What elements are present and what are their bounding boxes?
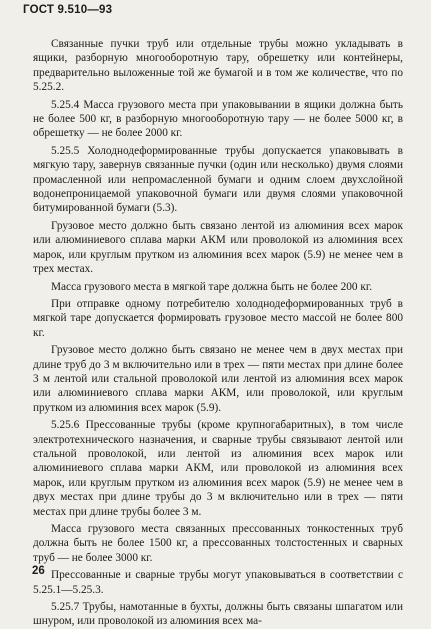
paragraph: 5.25.4 Масса грузового места при упаковывании в ящики должна быть не более 500 кг, в разборную многооборотную тару — не более 5000 кг, в обрешетку — не более 2000 кг. <box>33 98 403 140</box>
paragraph: 5.25.6 Прессованные трубы (кроме крупногабаритных), в том числе электротехнического назначения, и сварные трубы связывают лентой или стальной проволокой, или лентой из алюминия всех марок или алюминиевого сплава марки АКМ, или проволокой из алюминия всех марок, или круглым прутком из алюминия всех марок (5.9) не менее чем в двух местах при длине трубы до 3 м включительно или в трех — пяти местах при длине трубы более 3 м. <box>33 419 403 518</box>
page-number: 26 <box>32 565 45 577</box>
paragraph: 5.25.7 Трубы, намотанные в бухты, должны быть связаны шпагатом или шнуром, или проволокой из алюминия всех ма- <box>33 601 403 628</box>
document-header: ГОСТ 9.510—93 <box>23 4 113 16</box>
paragraph: При отправке одному потребителю холоднодеформированных труб в мягкой таре допускается формировать грузовое место массой не более 800 кг. <box>33 297 403 339</box>
paragraph: 5.25.5 Холоднодеформированные трубы допускается упаковывать в мягкую тару, завернув связанные пучки (один или несколько) двумя слоями промасленной или непромасленной бумаги и одним слоем двухслойной водонепроницаемой упаковочной бумаги или двумя слоями упаковочной битумированной бумаги (5.3). <box>33 144 403 215</box>
paragraph: Масса грузового места в мягкой таре должна быть не более 200 кг. <box>51 280 373 293</box>
paragraph: Масса грузового места связанных прессованных тонкостенных труб должна быть не более 1500 кг, а прессованных толстостенных и сварных труб — не более 3000 кг. <box>33 523 403 564</box>
paragraph: Связанные пучки труб или отдельные трубы можно укладывать в ящики, разборную многооборотную тару, обрешетку или контейнеры, предварительно выложенные той же бумагой и в том же количестве, что по 5.25.2. <box>33 38 403 94</box>
paragraph: Прессованные и сварные трубы могут упаковываться в соответствии с 5.25.1—5.25.3. <box>33 569 403 596</box>
paragraph: Грузовое место должно быть связано лентой из алюминия всех марок или алюминиевого сплава марки АКМ или проволокой из алюминия всех марок, или круглым прутком из алюминия всех марок (5.9) не менее чем в трех местах. <box>33 219 403 276</box>
paragraph: Грузовое место должно быть связано не менее чем в двух местах при длине труб до 3 м включительно или в трех — пяти местах при длине более 3 м лентой или стальной проволокой или лентой из алюминия всех марок или алюминиевого сплава марки АКМ, или проволокой, или круглым прутком из алюминия всех марок (5.9). <box>33 344 403 414</box>
document-body <box>33 37 403 629</box>
